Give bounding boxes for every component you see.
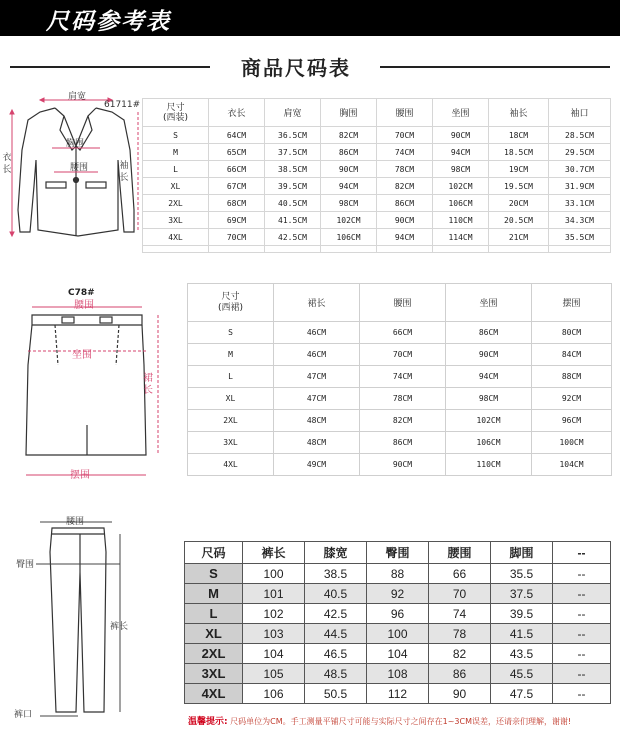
column-header: 衣长 (209, 99, 265, 127)
table-row (185, 664, 611, 684)
table-cell: 90CM (446, 344, 532, 366)
column-header: 腰围 (377, 99, 433, 127)
table-cell: 114CM (433, 229, 489, 246)
skirt-model-label: C78# (68, 288, 95, 298)
table-cell: 90CM (377, 212, 433, 229)
skirt-length-label: 裙长 (143, 373, 153, 396)
jacket-model-label: 61711# (104, 100, 141, 110)
table-row (185, 624, 611, 644)
table-cell: -- (553, 664, 611, 684)
table-cell: 98CM (446, 388, 532, 410)
table-cell: 70CM (377, 127, 433, 144)
table-cell: 94CM (321, 178, 377, 195)
column-header: 脚围 (491, 542, 553, 564)
size-cell: XL (185, 624, 243, 644)
table-cell: 82CM (321, 127, 377, 144)
skirt-hem-label: 摆围 (70, 470, 90, 481)
table-row (188, 432, 612, 454)
table-cell: 47.5 (491, 684, 553, 704)
table-cell: 39.5CM (265, 178, 321, 195)
column-header: 裤长 (243, 542, 305, 564)
pants-size-table (184, 541, 611, 704)
size-cell: 4XL (188, 454, 274, 476)
table-cell: 110CM (433, 212, 489, 229)
tip-title: 温馨提示: (188, 717, 228, 727)
table-row (188, 322, 612, 344)
table-cell: 96CM (532, 410, 612, 432)
table-cell: 86CM (321, 144, 377, 161)
table-cell: 82 (429, 644, 491, 664)
table-cell: 98CM (321, 195, 377, 212)
table-cell: 98CM (433, 161, 489, 178)
table-cell-empty (265, 246, 321, 253)
table-cell: 46CM (274, 322, 360, 344)
table-cell: 37.5CM (265, 144, 321, 161)
table-cell: 82CM (360, 410, 446, 432)
table-cell: 102CM (321, 212, 377, 229)
table-cell: 70CM (360, 344, 446, 366)
size-cell: 2XL (185, 644, 243, 664)
size-tip (188, 714, 618, 727)
table-cell: -- (553, 684, 611, 704)
size-cell: S (143, 127, 209, 144)
size-cell: 3XL (143, 212, 209, 229)
jacket-shoulder-label: 肩宽 (68, 92, 87, 102)
table-cell: 29.5CM (549, 144, 611, 161)
table-cell: 35.5CM (549, 229, 611, 246)
table-cell: 94CM (377, 229, 433, 246)
table-row (188, 454, 612, 476)
column-header: -- (553, 542, 611, 564)
table-cell-empty (209, 246, 265, 253)
table-cell: 38.5CM (265, 161, 321, 178)
column-header: 腰围 (360, 284, 446, 322)
table-cell: 106 (243, 684, 305, 704)
column-header: 胸围 (321, 99, 377, 127)
table-cell: -- (553, 624, 611, 644)
table-cell: 70 (429, 584, 491, 604)
pants-illustration (0, 512, 180, 722)
table-cell: 86CM (446, 322, 532, 344)
jacket-length-label: 衣长 (2, 153, 12, 175)
table-cell: 40.5CM (265, 195, 321, 212)
table-cell-empty (143, 246, 209, 253)
table-cell: 70CM (209, 229, 265, 246)
table-cell: 35.5 (491, 564, 553, 584)
column-header: 腰围 (429, 542, 491, 564)
table-cell: 46.5 (305, 644, 367, 664)
skirt-hip-label: 坐围 (72, 350, 92, 361)
skirt-waist-label: 腰围 (74, 300, 94, 311)
table-cell: 68CM (209, 195, 265, 212)
table-cell-empty (321, 246, 377, 253)
table-cell: 86CM (360, 432, 446, 454)
table-cell: 102CM (446, 410, 532, 432)
table-cell: 104CM (532, 454, 612, 476)
table-cell: 74CM (360, 366, 446, 388)
table-cell: -- (553, 584, 611, 604)
table-row-empty (143, 246, 611, 253)
table-cell: -- (553, 644, 611, 664)
jacket-sleeve-label: 袖长 (119, 161, 129, 183)
jacket-waist-label: 腰围 (70, 163, 89, 173)
table-cell: 102 (243, 604, 305, 624)
table-cell: 41.5CM (265, 212, 321, 229)
size-cell: L (143, 161, 209, 178)
section-heading (0, 50, 620, 82)
table-cell: 38.5 (305, 564, 367, 584)
heading-divider-left (10, 66, 210, 68)
pants-cuff-label: 裤口 (14, 710, 33, 720)
table-cell: 36.5CM (265, 127, 321, 144)
column-header: 尺码 (185, 542, 243, 564)
table-cell: 88CM (532, 366, 612, 388)
table-cell: 96 (367, 604, 429, 624)
table-cell: 94CM (433, 144, 489, 161)
header-title: 尺码参考表 (46, 9, 171, 35)
table-cell: 30.7CM (549, 161, 611, 178)
table-cell: 44.5 (305, 624, 367, 644)
table-row (188, 388, 612, 410)
jacket-chest-label: 胸围 (66, 139, 85, 149)
table-cell: 20.5CM (489, 212, 549, 229)
table-row (188, 410, 612, 432)
table-cell: 86CM (377, 195, 433, 212)
table-cell: 88 (367, 564, 429, 584)
table-cell: 39.5 (491, 604, 553, 624)
table-cell: 19.5CM (489, 178, 549, 195)
table-cell: 47CM (274, 388, 360, 410)
skirt-diagram (0, 285, 180, 495)
table-row (143, 229, 611, 246)
table-cell-empty (489, 246, 549, 253)
size-cell: 4XL (143, 229, 209, 246)
table-cell: 67CM (209, 178, 265, 195)
table-cell: 66 (429, 564, 491, 584)
table-cell: 18.5CM (489, 144, 549, 161)
table-cell: 66CM (360, 322, 446, 344)
pants-table-header-row (185, 542, 611, 564)
pants-hip-label: 臀围 (16, 560, 35, 570)
table-cell: 42.5CM (265, 229, 321, 246)
table-cell: 108 (367, 664, 429, 684)
table-cell: 48.5 (305, 664, 367, 684)
table-cell: 80CM (532, 322, 612, 344)
table-cell: 43.5 (491, 644, 553, 664)
table-cell: 66CM (209, 161, 265, 178)
size-cell: M (188, 344, 274, 366)
table-row (143, 144, 611, 161)
table-row (185, 644, 611, 664)
skirt-illustration (0, 285, 180, 495)
table-row (185, 684, 611, 704)
jacket-diagram (0, 90, 140, 250)
table-cell: 33.1CM (549, 195, 611, 212)
table-cell: 106CM (446, 432, 532, 454)
table-cell: 106CM (433, 195, 489, 212)
size-cell: M (143, 144, 209, 161)
heading-divider-right (380, 66, 610, 68)
size-cell: S (185, 564, 243, 584)
table-cell: -- (553, 564, 611, 584)
table-row (143, 212, 611, 229)
size-cell: 2XL (188, 410, 274, 432)
size-cell: XL (143, 178, 209, 195)
table-cell: 21CM (489, 229, 549, 246)
table-cell: 106CM (321, 229, 377, 246)
skirt-table-header-row (188, 284, 612, 322)
table-row (188, 366, 612, 388)
table-row (185, 604, 611, 624)
header-bar (0, 0, 620, 36)
column-header: 摆围 (532, 284, 612, 322)
table-cell: 41.5 (491, 624, 553, 644)
table-cell: 78CM (377, 161, 433, 178)
table-row (188, 344, 612, 366)
size-cell: 3XL (188, 432, 274, 454)
column-header: 臀围 (367, 542, 429, 564)
table-cell: -- (553, 604, 611, 624)
table-cell: 104 (367, 644, 429, 664)
table-cell: 105 (243, 664, 305, 684)
table-cell: 48CM (274, 432, 360, 454)
skirt-size-table (187, 283, 612, 476)
table-cell: 50.5 (305, 684, 367, 704)
table-cell: 78 (429, 624, 491, 644)
table-cell: 90CM (433, 127, 489, 144)
table-row (143, 195, 611, 212)
column-header: 肩宽 (265, 99, 321, 127)
table-cell: 90CM (321, 161, 377, 178)
table-cell: 102CM (433, 178, 489, 195)
table-cell: 49CM (274, 454, 360, 476)
table-cell: 18CM (489, 127, 549, 144)
size-cell: M (185, 584, 243, 604)
table-row (185, 564, 611, 584)
size-cell: S (188, 322, 274, 344)
table-cell: 94CM (446, 366, 532, 388)
column-header: 袖长 (489, 99, 549, 127)
section-title: 商品尺码表 (241, 56, 351, 80)
pants-length-label: 裤长 (110, 622, 129, 632)
pants-diagram (0, 512, 180, 722)
column-header: 裙长 (274, 284, 360, 322)
table-cell: 110CM (446, 454, 532, 476)
column-header: 尺寸 (西裙) (188, 284, 274, 322)
table-cell: 74 (429, 604, 491, 624)
table-cell-empty (549, 246, 611, 253)
column-header: 膝宽 (305, 542, 367, 564)
tip-text: 尺码单位为CM。手工测量平铺尺寸可能与实际尺寸之间存在1~3CM误差，还请亲们理解，谢谢! (230, 717, 572, 726)
table-cell: 100 (367, 624, 429, 644)
table-cell: 92CM (532, 388, 612, 410)
table-cell: 86 (429, 664, 491, 684)
table-cell: 90 (429, 684, 491, 704)
table-cell: 100CM (532, 432, 612, 454)
table-cell-empty (433, 246, 489, 253)
table-cell: 82CM (377, 178, 433, 195)
pants-waist-label: 腰围 (66, 517, 85, 527)
size-cell: 2XL (143, 195, 209, 212)
table-cell: 37.5 (491, 584, 553, 604)
size-cell: 4XL (185, 684, 243, 704)
table-cell: 78CM (360, 388, 446, 410)
size-cell: 3XL (185, 664, 243, 684)
column-header: 坐围 (446, 284, 532, 322)
table-cell: 103 (243, 624, 305, 644)
table-cell: 64CM (209, 127, 265, 144)
table-cell: 31.9CM (549, 178, 611, 195)
table-cell: 90CM (360, 454, 446, 476)
size-cell: XL (188, 388, 274, 410)
table-cell: 69CM (209, 212, 265, 229)
table-cell: 112 (367, 684, 429, 704)
table-cell: 48CM (274, 410, 360, 432)
table-cell: 20CM (489, 195, 549, 212)
jacket-table-header-row (143, 99, 611, 127)
table-cell: 28.5CM (549, 127, 611, 144)
table-cell: 19CM (489, 161, 549, 178)
size-cell: L (188, 366, 274, 388)
size-cell: L (185, 604, 243, 624)
table-row (185, 584, 611, 604)
table-cell: 34.3CM (549, 212, 611, 229)
table-cell: 92 (367, 584, 429, 604)
column-header: 坐围 (433, 99, 489, 127)
table-cell: 47CM (274, 366, 360, 388)
table-cell: 104 (243, 644, 305, 664)
table-cell: 42.5 (305, 604, 367, 624)
table-cell: 46CM (274, 344, 360, 366)
table-cell: 101 (243, 584, 305, 604)
table-row (143, 178, 611, 195)
table-cell: 65CM (209, 144, 265, 161)
table-cell: 100 (243, 564, 305, 584)
column-header: 袖口 (549, 99, 611, 127)
table-cell-empty (377, 246, 433, 253)
table-cell: 45.5 (491, 664, 553, 684)
column-header: 尺寸 (西装) (143, 99, 209, 127)
table-cell: 84CM (532, 344, 612, 366)
table-row (143, 161, 611, 178)
jacket-size-table (142, 98, 611, 253)
table-row (143, 127, 611, 144)
table-cell: 40.5 (305, 584, 367, 604)
table-cell: 74CM (377, 144, 433, 161)
